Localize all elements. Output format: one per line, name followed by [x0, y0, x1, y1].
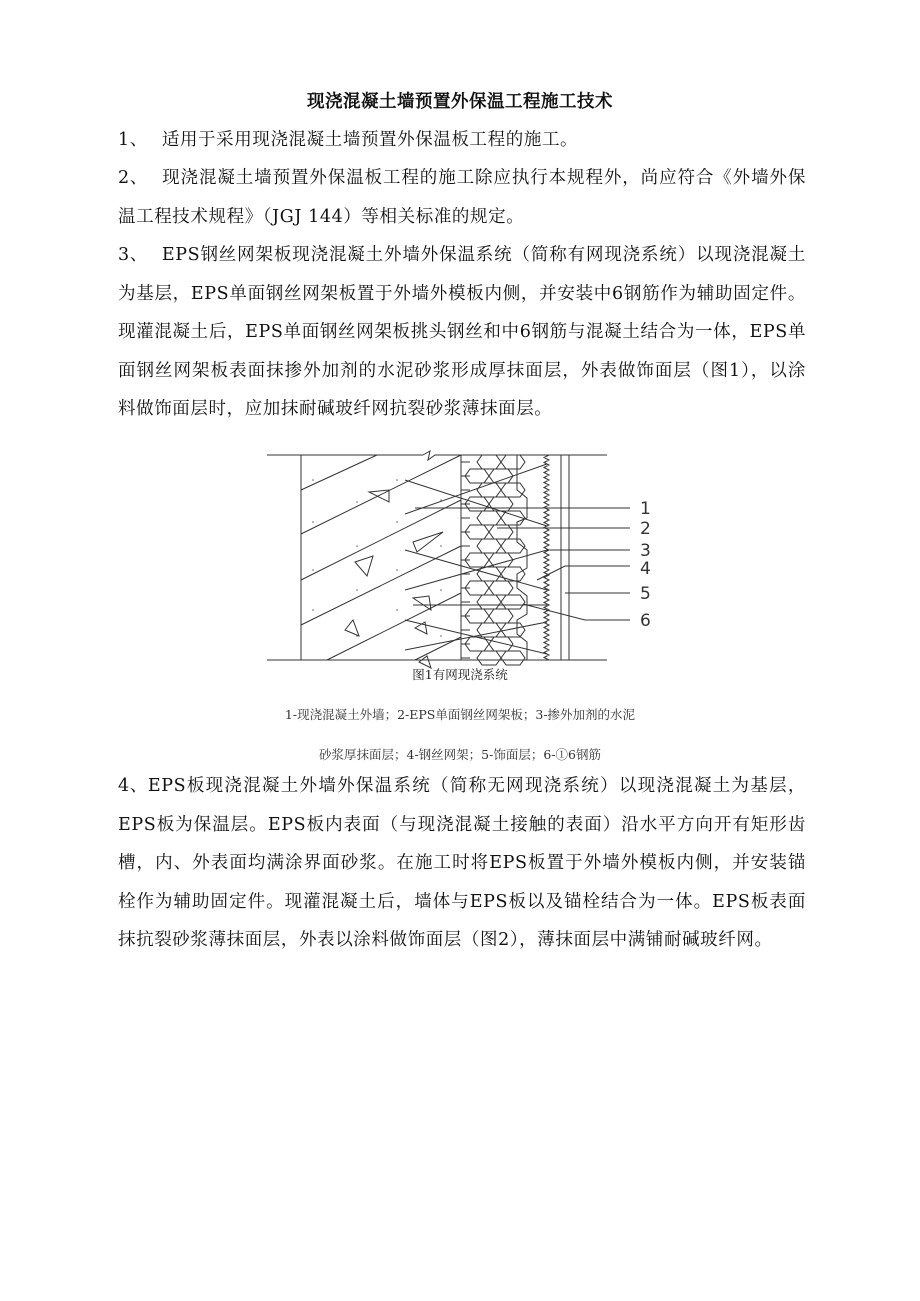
eps-hexagon-cell [477, 483, 501, 497]
callout-label-4: 4 [640, 559, 651, 579]
eps-hexagon-cell [477, 539, 501, 553]
figure-legend-line-1: 1-现浇混凝土外墙；2-EPS单面钢丝网架板；3-掺外加剂的水泥 [284, 707, 636, 722]
eps-hexagon-cell [489, 469, 513, 483]
paragraph-4 [118, 767, 806, 960]
eps-hexagon-cell [489, 525, 513, 539]
paragraph-2 [118, 159, 806, 236]
figure-caption: 图1有网现浇系统 [412, 667, 508, 682]
eps-hexagon-cell [501, 567, 525, 581]
eps-hexagon-cell [477, 455, 501, 469]
eps-hexagon-cell [477, 595, 501, 609]
paragraph-3 [118, 236, 806, 429]
document-title: 现浇混凝土墙预置外保温工程施工技术 [307, 92, 613, 112]
eps-hexagon-cells [461, 455, 525, 665]
eps-hexagon-cell [489, 609, 513, 623]
callout-label-6: 6 [640, 611, 651, 631]
diagonal-steel-wires [405, 464, 547, 654]
eps-hexagon-cell [501, 455, 525, 469]
eps-hexagon-cell [501, 651, 525, 665]
callout-label-2: 2 [640, 519, 651, 539]
eps-hexagon-cell [501, 595, 525, 609]
wall-section-diagram [265, 450, 665, 670]
figure-legend-line-2: 砂浆厚抹面层；4-钢丝网架；5-饰面层；6-①6钢筋 [319, 747, 601, 762]
paragraph-number: 1、 [118, 130, 148, 150]
eps-hexagon-cell [477, 511, 501, 525]
eps-hexagon-cell [489, 637, 513, 651]
steel-wire-mesh [544, 455, 549, 660]
callout-leaders [415, 508, 630, 620]
paragraph-text: EPS板现浇混凝土外墙外保温系统（简称无网现浇系统）以现浇混凝土为基层，EPS板为保温层。EPS板内表面（与现浇混凝土接触的表面）沿水平方向开有矩形齿槽，内、外表面均满涂界面砂浆。在施工时将EPS板置于外墙外模板内侧，并安装锚栓作为辅助固定件。现灌混凝土后，墙体与EPS板以及锚栓结合为一体。EPS板表面抹抗裂砂浆薄抹面层，外表以涂料做饰面层（图2），薄抹面层中满铺耐碱玻纤网。 [118, 776, 806, 950]
paragraph-number: 3、 [118, 245, 148, 265]
callout-label-3: 3 [640, 541, 651, 561]
eps-hexagon-cell [501, 483, 525, 497]
callout-label-1: 1 [640, 499, 651, 519]
paragraph-1 [118, 121, 806, 160]
concrete-dots [312, 479, 442, 637]
eps-hexagon-cell [477, 651, 501, 665]
paragraph-text: EPS钢丝网架板现浇混凝土外墙外保温系统（简称有网现浇系统）以现浇混凝土为基层，EPS单面钢丝网架板置于外墙外模板内侧，并安装中6钢筋作为辅助固定件。现灌混凝土后，EPS单面钢丝网架板挑头钢丝和中6钢筋与混凝土结合为一体，EPS单面钢丝网架板表面抹掺外加剂的水泥砂浆形成厚抹面层，外表做饰面层（图1），以涂料做饰面层时，应加抹耐碱玻纤网抗裂砂浆薄抹面层。 [118, 245, 806, 419]
paragraph-text: 适用于采用现浇混凝土墙预置外保温板工程的施工。 [161, 130, 579, 150]
paragraph-text: 现浇混凝土墙预置外保温板工程的施工除应执行本规程外，尚应符合《外墙外保温工程技术规程》（JGJ 144）等相关标准的规定。 [118, 168, 806, 227]
paragraph-number: 2、 [118, 168, 148, 188]
paragraph-number: 4、 [118, 776, 148, 796]
eps-hexagon-cell [489, 581, 513, 595]
concrete-hatch [301, 455, 461, 660]
callout-label-5: 5 [640, 584, 651, 604]
